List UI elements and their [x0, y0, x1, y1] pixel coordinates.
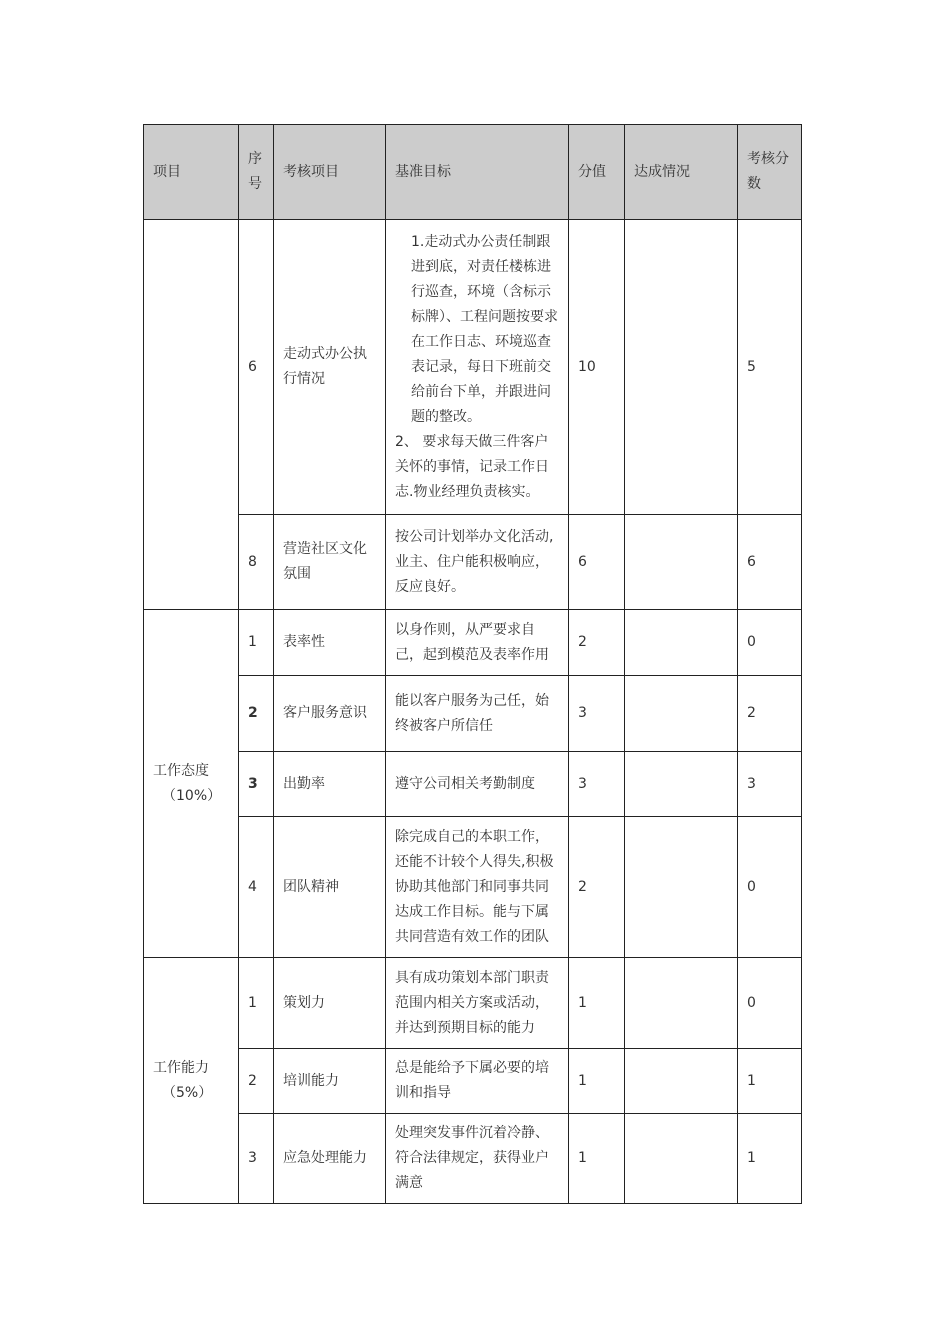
- assessed-cell: 5: [738, 220, 802, 515]
- seq-cell: 8: [239, 515, 274, 610]
- header-seq: 序号: [239, 125, 274, 220]
- target-cell: 总是能给予下属必要的培训和指导: [386, 1049, 569, 1114]
- target-cell: 处理突发事件沉着冷静、符合法律规定，获得业户满意: [386, 1114, 569, 1204]
- assessed-cell: 1: [738, 1114, 802, 1204]
- target-cell: 能以客户服务为己任，始终被客户所信任: [386, 676, 569, 752]
- header-assessed: 考核分数: [738, 125, 802, 220]
- assessed-cell: 0: [738, 610, 802, 676]
- category-cell-attitude: [144, 610, 239, 958]
- table-row: [144, 676, 802, 752]
- item-cell: 表率性: [274, 610, 386, 676]
- score-cell: 10: [569, 220, 625, 515]
- item-cell: 客户服务意识: [274, 676, 386, 752]
- target-point-2: 2、 要求每天做三件客户关怀的事情，记录工作日志.物业经理负责核实。: [395, 433, 549, 500]
- seq-cell: 2: [239, 676, 274, 752]
- seq-cell: 4: [239, 817, 274, 958]
- score-cell: 3: [569, 752, 625, 817]
- category-cell-ability: [144, 958, 239, 1204]
- target-cell: 遵守公司相关考勤制度: [386, 752, 569, 817]
- seq-cell: 2: [239, 1049, 274, 1114]
- table-row: [144, 817, 802, 958]
- target-cell: 按公司计划举办文化活动,业主、住户能积极响应，反应良好。: [386, 515, 569, 610]
- header-score: 分值: [569, 125, 625, 220]
- seq-cell: 3: [239, 752, 274, 817]
- score-cell: 2: [569, 817, 625, 958]
- target-point-1: 1.走动式办公责任制跟进到底，对责任楼栋进行巡查，环境（含标示标牌）、工程问题按要求在工作日志、环境巡查表记录，每日下班前交给前台下单，并跟进问题的整改。: [411, 233, 558, 425]
- table-row: [144, 1049, 802, 1114]
- table-row: [144, 1114, 802, 1204]
- item-cell: 团队精神: [274, 817, 386, 958]
- header-item: 考核项目: [274, 125, 386, 220]
- item-cell: 策划力: [274, 958, 386, 1049]
- header-target: 基准目标: [386, 125, 569, 220]
- target-cell: 具有成功策划本部门职责范围内相关方案或活动，并达到预期目标的能力: [386, 958, 569, 1049]
- score-cell: 1: [569, 1114, 625, 1204]
- seq-cell: 1: [239, 610, 274, 676]
- item-cell: 出勤率: [274, 752, 386, 817]
- header-category: 项目: [144, 125, 239, 220]
- score-cell: 6: [569, 515, 625, 610]
- table-row: [144, 958, 802, 1049]
- category-weight: （10%）: [162, 787, 222, 804]
- assessed-cell: 1: [738, 1049, 802, 1114]
- category-weight: （5%）: [162, 1084, 213, 1101]
- assessed-cell: 2: [738, 676, 802, 752]
- achievement-cell: [625, 752, 738, 817]
- table-row: [144, 220, 802, 515]
- seq-cell: 1: [239, 958, 274, 1049]
- category-label: 工作态度: [153, 762, 209, 779]
- achievement-cell: [625, 515, 738, 610]
- item-cell: 培训能力: [274, 1049, 386, 1114]
- achievement-cell: [625, 610, 738, 676]
- seq-cell: 3: [239, 1114, 274, 1204]
- assessed-cell: 0: [738, 817, 802, 958]
- score-cell: 1: [569, 1049, 625, 1114]
- target-cell: 除完成自己的本职工作，还能不计较个人得失,积极协助其他部门和同事共同达成工作目标。能与下属共同营造有效工作的团队: [386, 817, 569, 958]
- assessed-cell: 6: [738, 515, 802, 610]
- target-cell: 以身作则，从严要求自己，起到模范及表率作用: [386, 610, 569, 676]
- achievement-cell: [625, 817, 738, 958]
- assessed-cell: 3: [738, 752, 802, 817]
- seq-cell: 6: [239, 220, 274, 515]
- table-row: [144, 610, 802, 676]
- item-cell: 走动式办公执行情况: [274, 220, 386, 515]
- table-row: [144, 515, 802, 610]
- table-row: [144, 752, 802, 817]
- category-label: 工作能力: [153, 1059, 209, 1076]
- item-cell: 应急处理能力: [274, 1114, 386, 1204]
- target-cell: [386, 220, 569, 515]
- assessed-cell: 0: [738, 958, 802, 1049]
- achievement-cell: [625, 1049, 738, 1114]
- achievement-cell: [625, 220, 738, 515]
- header-row: [144, 125, 802, 220]
- assessment-table: [143, 124, 802, 1204]
- score-cell: 2: [569, 610, 625, 676]
- score-cell: 3: [569, 676, 625, 752]
- achievement-cell: [625, 958, 738, 1049]
- score-cell: 1: [569, 958, 625, 1049]
- achievement-cell: [625, 1114, 738, 1204]
- achievement-cell: [625, 676, 738, 752]
- header-achievement: 达成情况: [625, 125, 738, 220]
- category-cell-empty: [144, 220, 239, 610]
- item-cell: 营造社区文化氛围: [274, 515, 386, 610]
